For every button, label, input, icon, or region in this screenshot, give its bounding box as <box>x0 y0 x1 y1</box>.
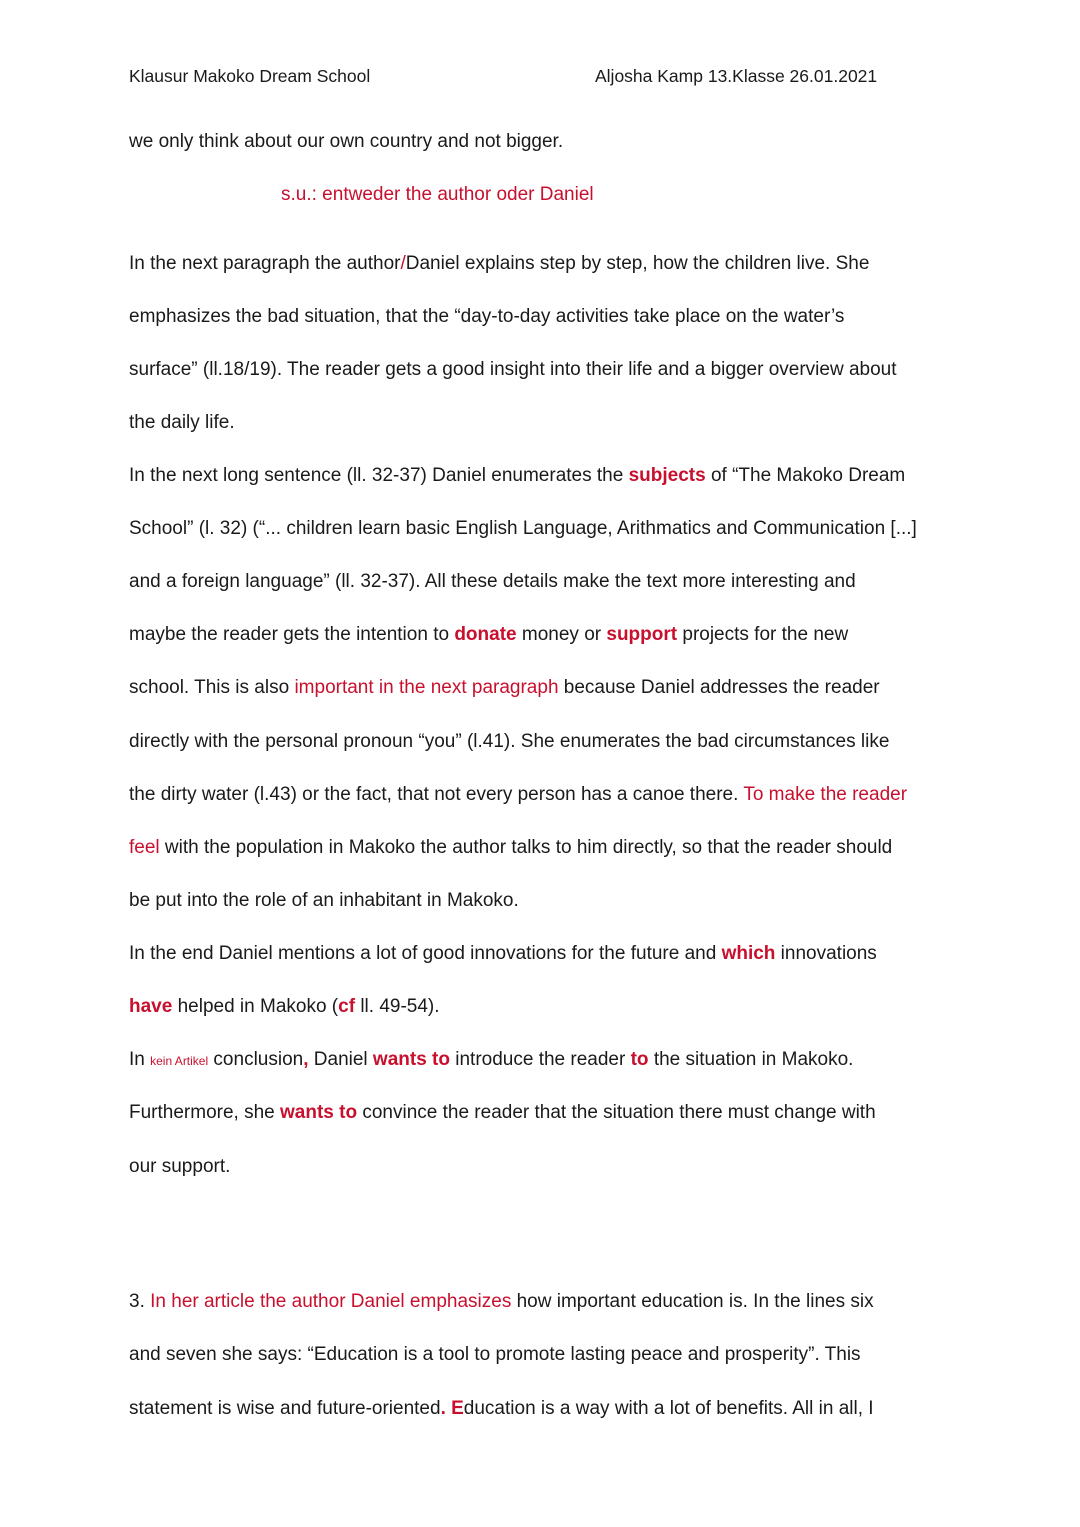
text-segment: conclusion <box>208 1049 304 1070</box>
text-segment: In the end Daniel mentions a lot of good innovations for the future and <box>129 943 722 964</box>
correction-mark: In her article the author Daniel emphasizes <box>150 1291 512 1312</box>
text-segment: the dirty water (l.43) or the fact, that not every person has a canoe there. <box>129 784 744 805</box>
text-line <box>129 995 440 1019</box>
text-segment: surface” (ll.18/19). The reader gets a good insight into their life and a bigger overview about <box>129 359 897 380</box>
text-line <box>281 183 594 207</box>
text-segment: In the next long sentence (ll. 32-37) Daniel enumerates the <box>129 465 629 486</box>
text-line <box>129 1397 874 1421</box>
text-segment: convince the reader that the situation there must change with <box>357 1102 876 1123</box>
text-line <box>129 1155 230 1179</box>
text-line <box>129 130 563 154</box>
page-header <box>129 66 889 90</box>
text-line <box>129 1048 853 1073</box>
text-segment: In <box>129 1049 151 1070</box>
text-line <box>129 517 917 541</box>
text-segment: innovations <box>775 943 877 964</box>
correction-mark: wants to <box>280 1102 358 1123</box>
text-line <box>129 623 848 647</box>
correction-mark: kein Artikel <box>150 1054 209 1068</box>
text-segment: because Daniel addresses the reader <box>558 677 880 698</box>
text-segment: the daily life. <box>129 412 235 433</box>
text-segment: and a foreign language” (ll. 32-37). All these details make the text more interesting and <box>129 571 856 592</box>
correction-mark: to <box>630 1049 649 1070</box>
correction-mark: s.u.: entweder the author oder Daniel <box>281 184 594 205</box>
text-line <box>129 411 235 435</box>
text-segment: the situation in Makoko. <box>648 1049 854 1070</box>
text-line <box>129 464 905 488</box>
correction-mark: , <box>303 1049 309 1070</box>
text-segment: ll. 49-54). <box>355 996 440 1017</box>
text-line <box>129 730 889 754</box>
text-segment: Furthermore, she <box>129 1102 280 1123</box>
header-title: Klausur Makoko Dream School <box>129 66 371 86</box>
text-segment: school. This is also <box>129 677 295 698</box>
correction-mark: feel <box>129 837 160 858</box>
correction-mark: subjects <box>628 465 706 486</box>
text-line <box>129 252 869 276</box>
correction-mark: / <box>400 253 406 274</box>
text-line <box>129 1101 876 1125</box>
text-line <box>129 942 877 966</box>
text-segment: directly with the personal pronoun “you” (l.41). She enumerates the bad circumstances like <box>129 731 890 752</box>
text-line <box>129 783 907 807</box>
correction-mark: wants to <box>372 1049 450 1070</box>
text-line <box>129 305 844 329</box>
correction-mark: have <box>129 996 173 1017</box>
text-segment: helped in Makoko ( <box>172 996 339 1017</box>
text-segment: maybe the reader gets the intention to <box>129 624 455 645</box>
text-segment: we only think about our own country and not bigger. <box>129 131 564 152</box>
text-segment: of “The Makoko Dream <box>705 465 906 486</box>
text-segment: ducation is a way with a lot of benefits. All in all, I <box>463 1398 874 1419</box>
text-line <box>129 836 892 860</box>
text-segment: money or <box>516 624 607 645</box>
text-segment: introduce the reader <box>449 1049 631 1070</box>
text-segment: with the population in Makoko the author talks to him directly, so that the reader should <box>159 837 893 858</box>
text-segment: our support. <box>129 1156 231 1177</box>
text-segment: 3. <box>129 1291 151 1312</box>
correction-mark: important in the next paragraph <box>294 677 559 698</box>
text-segment: how important education is. In the lines six <box>511 1291 874 1312</box>
correction-mark: donate <box>454 624 517 645</box>
text-line <box>129 889 519 913</box>
text-segment: emphasizes the bad situation, that the “day-to-day activities take place on the water’s <box>129 306 845 327</box>
header-author-date: Aljosha Kamp 13.Klasse 26.01.2021 <box>595 66 878 86</box>
text-line <box>129 676 880 700</box>
text-segment: Daniel <box>308 1049 373 1070</box>
text-segment: statement is wise and future-oriented <box>129 1398 441 1419</box>
text-line <box>129 358 897 382</box>
text-line <box>129 1290 874 1314</box>
text-segment: be put into the role of an inhabitant in Makoko. <box>129 890 519 911</box>
correction-mark: To make the reader <box>743 784 908 805</box>
text-line <box>129 570 856 594</box>
text-segment: projects for the new <box>677 624 849 645</box>
text-segment: School” (l. 32) (“... children learn basic English Language, Arithmatics and Communication [...] <box>129 518 917 539</box>
text-segment: and seven she says: “Education is a tool to promote lasting peace and prosperity”. This <box>129 1344 861 1365</box>
text-segment: Daniel explains step by step, how the children live. She <box>405 253 870 274</box>
text-line <box>129 1343 861 1367</box>
correction-mark: . E <box>440 1398 464 1419</box>
correction-mark: which <box>721 943 776 964</box>
correction-mark: support <box>606 624 678 645</box>
correction-mark: cf <box>338 996 356 1017</box>
text-segment: In the next paragraph the author <box>129 253 401 274</box>
